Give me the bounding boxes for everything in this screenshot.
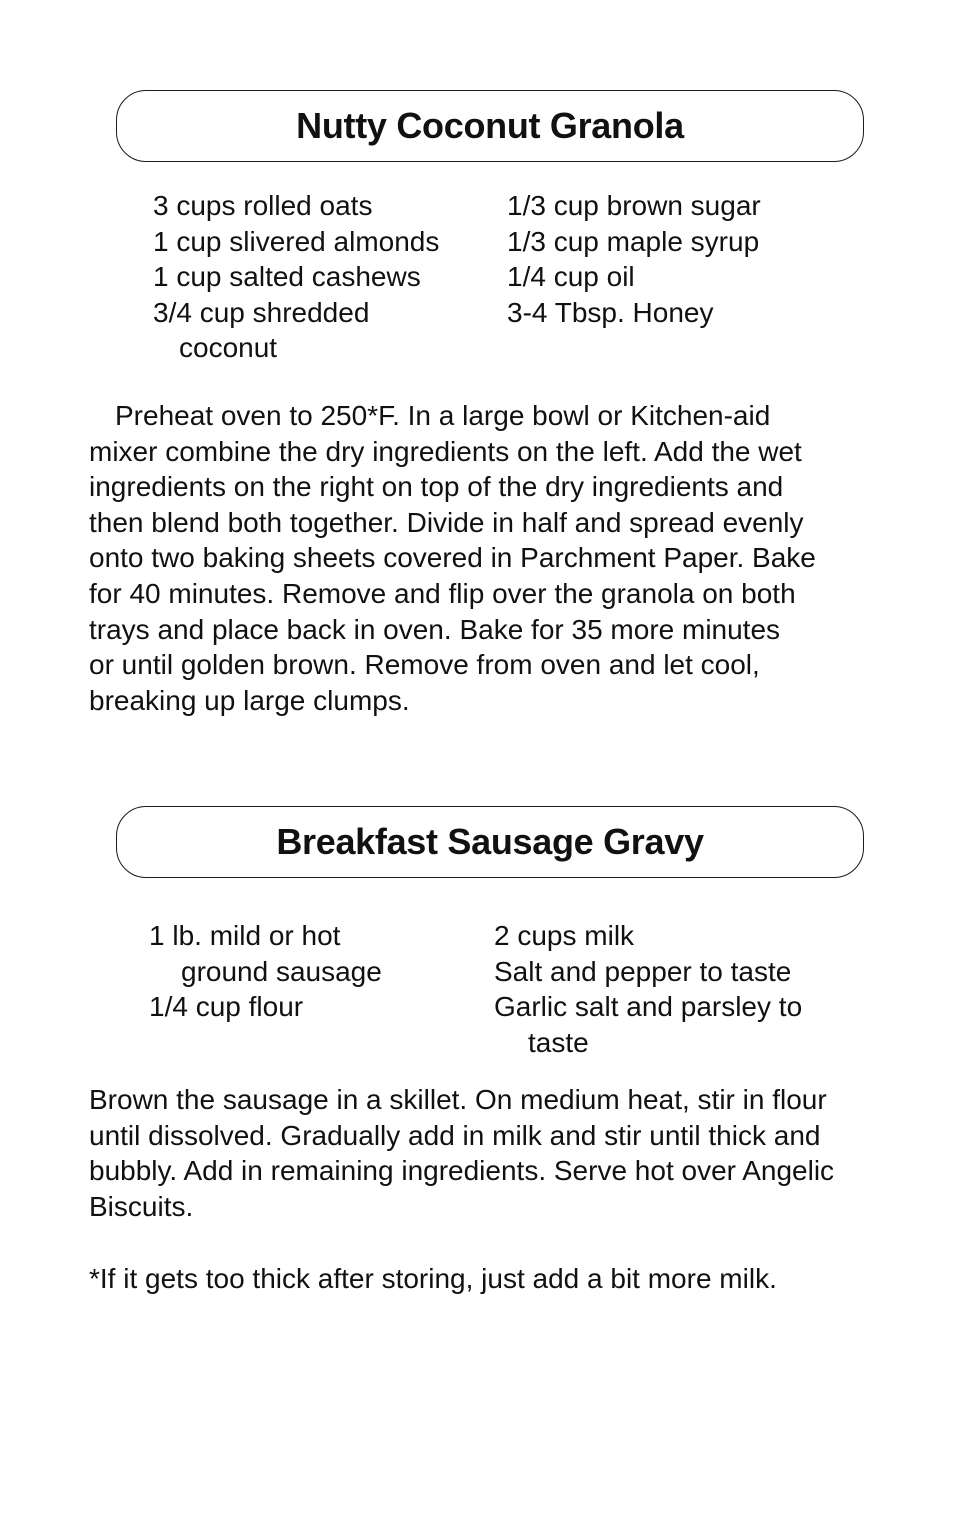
ingredients-right-column	[507, 188, 761, 330]
instruction-line: bubbly. Add in remaining ingredients. Serve hot over Angelic	[89, 1155, 835, 1187]
recipe-title-box	[116, 806, 864, 878]
ingredient-item: Garlic salt and parsley to	[494, 991, 803, 1023]
ingredient-item: 1 cup slivered almonds	[153, 225, 440, 257]
ingredients-right-column	[494, 918, 802, 1060]
recipe-title: Breakfast Sausage Gravy	[276, 821, 704, 862]
instruction-line: mixer combine the dry ingredients on the left. Add the wet	[89, 435, 802, 467]
instruction-line: trays and place back in oven. Bake for 35 more minutes	[89, 613, 781, 645]
instruction-line: ingredients on the right on top of the dry ingredients and	[89, 471, 784, 503]
ingredient-item: Salt and pepper to taste	[494, 955, 792, 987]
instructions	[89, 1082, 889, 1224]
ingredient-item: 2 cups milk	[494, 920, 635, 951]
ingredients-left-column	[149, 918, 382, 1025]
instruction-line: or until golden brown. Remove from oven and let cool,	[89, 649, 760, 681]
recipe-title-box	[116, 90, 864, 162]
ingredient-item: 1/4 cup flour	[149, 991, 304, 1023]
ingredient-item-continued: coconut	[179, 332, 278, 364]
ingredient-item: 3/4 cup shredded	[153, 296, 370, 328]
ingredient-item: 1/3 cup maple syrup	[507, 225, 760, 257]
ingredient-item: 1/3 cup brown sugar	[507, 190, 761, 221]
ingredient-item: 1 cup salted cashews	[153, 261, 421, 293]
instruction-line: Biscuits.	[89, 1190, 194, 1222]
ingredients-left-column	[153, 188, 439, 366]
instructions	[89, 398, 889, 718]
instruction-line: until dissolved. Gradually add in milk and stir until thick and	[89, 1119, 821, 1151]
note	[89, 1261, 889, 1297]
note-text: *If it gets too thick after storing, just add a bit more milk.	[89, 1263, 777, 1294]
ingredient-item: 1/4 cup oil	[507, 261, 635, 293]
ingredient-item-continued: taste	[528, 1026, 589, 1058]
instruction-line: Brown the sausage in a skillet. On medium heat, stir in flour	[89, 1084, 827, 1115]
ingredient-item: 3 cups rolled oats	[153, 190, 373, 221]
instruction-line: for 40 minutes. Remove and flip over the granola on both	[89, 577, 796, 609]
instruction-line: Preheat oven to 250*F. In a large bowl or Kitchen-aid	[115, 400, 771, 431]
instruction-line: then blend both together. Divide in half and spread evenly	[89, 506, 804, 538]
instruction-line: onto two baking sheets covered in Parchment Paper. Bake	[89, 542, 816, 574]
ingredient-item-continued: ground sausage	[181, 955, 382, 987]
ingredient-item: 1 lb. mild or hot	[149, 920, 341, 951]
ingredient-item: 3-4 Tbsp. Honey	[507, 296, 714, 328]
instruction-line: breaking up large clumps.	[89, 684, 410, 716]
recipe-title: Nutty Coconut Granola	[296, 105, 684, 146]
